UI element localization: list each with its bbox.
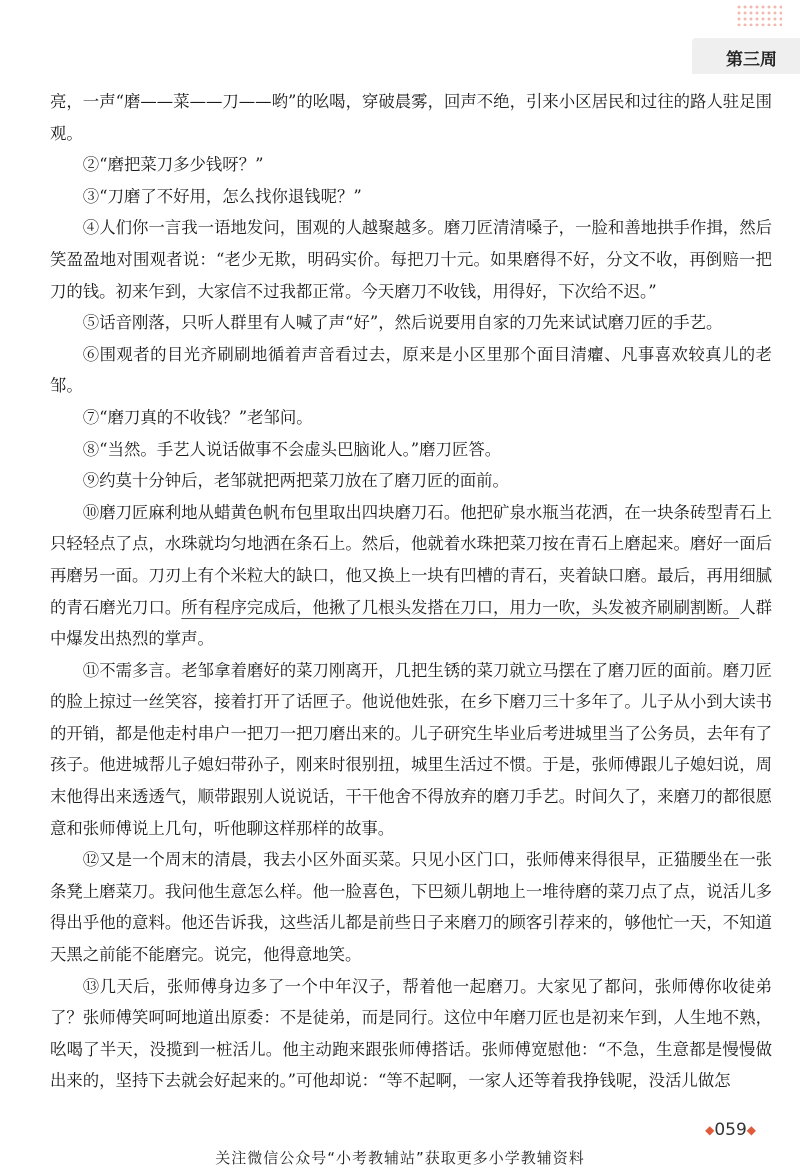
- paragraph-10-text: ⑩磨刀匠麻利地从蜡黄色帆布包里取出四块磨刀石。他把矿泉水瓶当花洒，在一块条砖型青石上只轻轻点了点，水珠就均匀地洒在条石上。然后，他就着水珠把菜刀按在青石上磨起来。磨好一面后再磨另一面。刀刃上有个米粒大的缺口，他又换上一块有凹槽的青石，夹着缺口磨。最后，再用细腻的青石磨光刀口。: [50, 502, 772, 617]
- decorative-dots: [736, 4, 782, 26]
- underlined-sentence: 所有程序完成后，他揪了几根头发搭在刀口，用力一吹，头发被齐刷刷割断。: [181, 597, 740, 617]
- diamond-icon: ◆: [705, 1123, 715, 1137]
- page-number: [705, 1120, 756, 1140]
- paragraph-10-end: 人群中爆发出热烈的掌声。: [50, 597, 773, 649]
- paragraph-8: ⑧“当然。手艺人说话做事不会虚头巴脑讹人。”磨刀匠答。: [82, 439, 502, 459]
- paragraph-continued: 亮，一声“磨——菜——刀——哟”的吆喝，穿破晨雾，回声不绝，引来小区居民和过往的路人驻足围观。: [50, 92, 772, 143]
- paragraph-4: ④人们你一言我一语地发问，围观的人越聚越多。磨刀匠清清嗓子，一脸和善地拱手作揖，然后笑盈盈地对围观者说：“老少无欺，明码实价。每把刀十元。如果磨得不好，分文不收，再倒赔一把刀的钱。初来乍到，大家信不过我都正常。今天磨刀不收钱，用得好，下次给不迟。”: [50, 218, 772, 301]
- page-number-text: 059: [714, 1120, 747, 1140]
- paragraph-10: [50, 497, 772, 655]
- paragraph-2: ②“磨把菜刀多少钱呀？”: [82, 155, 264, 175]
- paragraph-6: ⑥围观者的目光齐刷刷地循着声音看过去，原来是小区里那个面目清癯、凡事喜欢较真儿的老邹。: [50, 344, 772, 396]
- paragraph-5: ⑤话音刚落，只听人群里有人喊了声“好”，然后说要用自家的刀先来试试磨刀匠的手艺。: [82, 313, 723, 333]
- week-header-tab: [692, 38, 800, 74]
- paragraph-11: ⑪不需多言。老邹拿着磨好的菜刀刚离开，几把生锈的菜刀就立马摆在了磨刀匠的面前。磨刀匠的脸上掠过一丝笑容，接着打开了话匣子。他说他姓张，在乡下磨刀三十多年了。儿子从小到大读书的开销，都是他走村串户一把刀一把刀磨出来的。儿子研究生毕业后考进城里当了公务员，去年有了孩子。他进城帮儿子媳妇带孙子，刚来时很别扭，城里生活过不惯。于是，张师傅跟儿子媳妇说，周末他得出来透透气，顺带跟别人说说话，干干他舍不得放弃的磨刀手艺。时间久了，来磨刀的都很愿意和张师傅说上几句，听他聊这样那样的故事。: [50, 660, 772, 838]
- paragraph-3: ③“刀磨了不好用，怎么找你退钱呢？”: [82, 186, 362, 206]
- paragraph-7: ⑦“磨刀真的不收钱？”老邹问。: [82, 407, 313, 427]
- paragraph-9: ⑨约莫十分钟后，老邹就把两把菜刀放在了磨刀匠的面前。: [82, 471, 509, 491]
- paragraph-12: ⑫又是一个周末的清晨，我去小区外面买菜。只见小区门口，张师傅来得很早，正猫腰坐在一张条凳上磨菜刀。我问他生意怎么样。他一脸喜色，下巴颏儿朝地上一堆待磨的菜刀点了点，说活儿多得出乎他的意料。他还告诉我，这些活儿都是前些日子来磨刀的顾客引荐来的，够他忙一天，不知道天黑之前能不能磨完。说完，他得意地笑。: [50, 850, 772, 965]
- article-body: [50, 86, 772, 1097]
- footer-note: 关注微信公众号“小考教辅站”获取更多小学教辅资料: [215, 1149, 585, 1167]
- week-label: 第三周: [726, 50, 777, 70]
- paragraph-13: ⑬几天后，张师傅身边多了一个中年汉子，帮着他一起磨刀。大家见了都问，张师傅你收徒弟了？张师傅笑呵呵地道出原委：不是徒弟，而是同行。这位中年磨刀匠也是初来乍到，人生地不熟，吆喝了半天，没揽到一桩活儿。他主动跑来跟张师傅搭话。张师傅宽慰他：“不急，生意都是慢慢做出来的，坚持下去就会好起来的。”可他却说：“等不起啊，一家人还等着我挣钱呢，没活儿做怎: [50, 976, 772, 1091]
- diamond-icon: ◆: [746, 1123, 756, 1137]
